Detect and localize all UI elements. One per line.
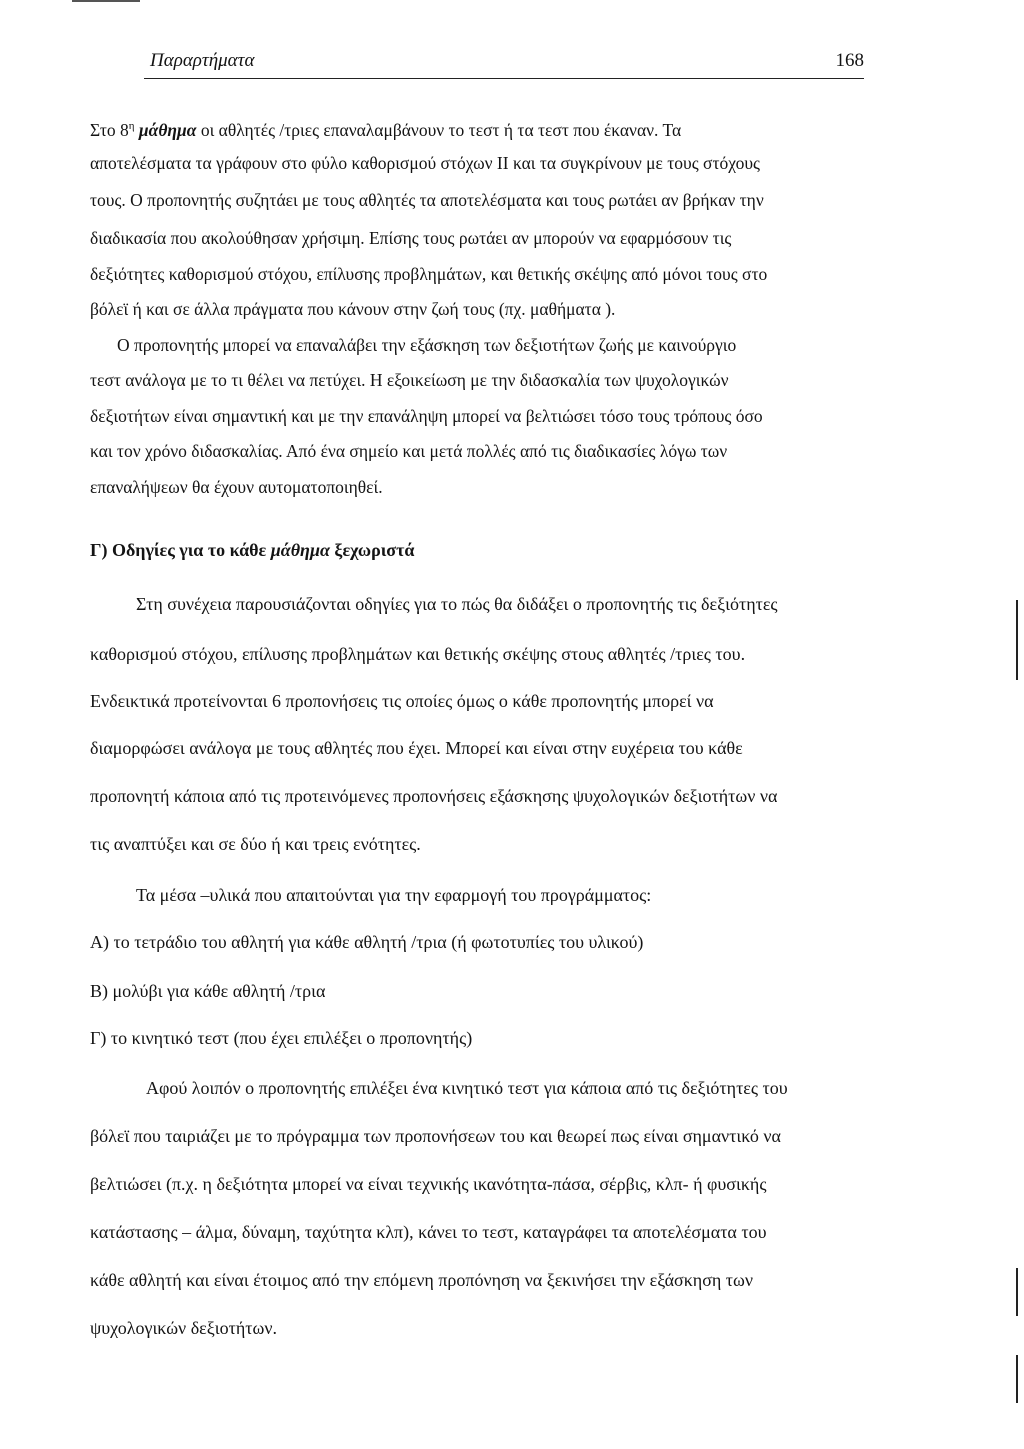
paragraph-line: ψυχολογικών δεξιοτήτων.: [90, 1318, 277, 1338]
materials-item: Β) μολύβι για κάθε αθλητή /τρια: [90, 981, 326, 1001]
paragraph-line: τους. Ο προπονητής συζητάει με τους αθλητές τα αποτελέσματα και τους ρωτάει αν βρήκαν την: [90, 190, 764, 210]
top-edge-rule: [72, 0, 140, 2]
heading-emphasis: μάθημα: [270, 540, 330, 560]
margin-change-bar: [1016, 1268, 1018, 1316]
superscript: η: [128, 120, 135, 132]
heading-text: ξεχωριστά: [329, 540, 415, 560]
paragraph-line: δεξιότητες καθορισμού στόχου, επίλυσης προβλημάτων, και θετικής σκέψης από μόνοι τους στο: [90, 264, 768, 284]
materials-item: Α) το τετράδιο του αθλητή για κάθε αθλητή /τρια (ή φωτοτυπίες του υλικού): [90, 932, 644, 952]
section-title: Παραρτήματα: [150, 50, 255, 71]
paragraph-line: Αφού λοιπόν ο προπονητής επιλέξει ένα κινητικό τεστ για κάποια από τις δεξιότητες του: [146, 1078, 788, 1098]
margin-change-bar: [1016, 600, 1018, 680]
paragraph-line: διαμορφώσει ανάλογα με τους αθλητές που έχει. Μπορεί και είναι στην ευχέρεια του κάθε: [90, 738, 743, 758]
materials-item: Γ) το κινητικό τεστ (που έχει επιλέξει ο προπονητής): [90, 1028, 473, 1048]
paragraph-line: τις αναπτύξει και σε δύο ή και τρεις ενότητες.: [90, 834, 421, 854]
text-run: οι αθλητές /τριες επαναλαμβάνουν το τεστ ή τα τεστ που έκαναν. Τα: [196, 119, 682, 140]
paragraph-line: τεστ ανάλογα με το τι θέλει να πετύχει. Η εξοικείωση με την διδασκαλία των ψυχολογικών: [90, 370, 729, 390]
text-run: Στο 8: [90, 119, 129, 140]
paragraph-line: καθορισμού στόχου, επίλυσης προβλημάτων και θετικής σκέψης στους αθλητές /τριες του.: [90, 644, 746, 664]
paragraph-line: [90, 115, 681, 141]
paragraph-line: Ενδεικτικά προτείνονται 6 προπονήσεις τις οποίες όμως ο κάθε προπονητής μπορεί να: [90, 691, 714, 711]
paragraph-line: βελτιώσει (π.χ. η δεξιότητα μπορεί να είναι τεχνικής ικανότητα-πάσα, σέρβις, κλπ- ή φυσικής: [90, 1174, 767, 1194]
paragraph-line: βόλεϊ που ταιριάζει με το πρόγραμμα των προπονήσεων του και θεωρεί πως είναι σημαντικό να: [90, 1126, 781, 1146]
section-heading: [90, 540, 414, 561]
paragraph-line: διαδικασία που ακολούθησαν χρήσιμη. Επίσης τους ρωτάει αν μπορούν να εφαρμόσουν τις: [90, 228, 732, 248]
paragraph-line: αποτελέσματα τα γράφουν στο φύλο καθορισμού στόχων II και τα συγκρίνουν με τους στόχους: [90, 153, 760, 173]
paragraph-line: προπονητή κάποια από τις προτεινόμενες προπονήσεις εξάσκησης ψυχολογικών δεξιοτήτων να: [90, 786, 778, 806]
paragraph-line: Ο προπονητής μπορεί να επαναλάβει την εξάσκηση των δεξιοτήτων ζωής με καινούργιο: [117, 335, 737, 355]
paragraph-line: επαναλήψεων θα έχουν αυτοματοποιηθεί.: [90, 477, 383, 497]
emphasis-text: μάθημα: [138, 119, 197, 140]
paragraph-line: κάθε αθλητή και είναι έτοιμος από την επόμενη προπόνηση να ξεκινήσει την εξάσκηση των: [90, 1270, 754, 1290]
margin-change-bar: [1016, 1355, 1018, 1403]
materials-intro: Τα μέσα –υλικά που απαιτούνται για την εφαρμογή του προγράμματος:: [136, 885, 652, 905]
paragraph-line: Στη συνέχεια παρουσιάζονται οδηγίες για το πώς θα διδάξει ο προπονητής τις δεξιότητες: [136, 594, 778, 614]
page-number: 168: [835, 50, 864, 71]
page-header: [144, 50, 864, 79]
paragraph-line: βόλεϊ ή και σε άλλα πράγματα που κάνουν στην ζωή τους (πχ. μαθήματα ).: [90, 299, 616, 319]
paragraph-line: δεξιοτήτων είναι σημαντική και με την επανάληψη μπορεί να βελτιώσει τόσο τους τρόπους όσο: [90, 406, 763, 426]
heading-text: Γ) Οδηγίες για το κάθε: [90, 540, 271, 560]
paragraph-line: και τον χρόνο διδασκαλίας. Από ένα σημείο και μετά πολλές από τις διαδικασίες λόγω των: [90, 441, 728, 461]
paragraph-line: κατάστασης – άλμα, δύναμη, ταχύτητα κλπ), κάνει το τεστ, καταγράφει τα αποτελέσματα του: [90, 1222, 767, 1242]
